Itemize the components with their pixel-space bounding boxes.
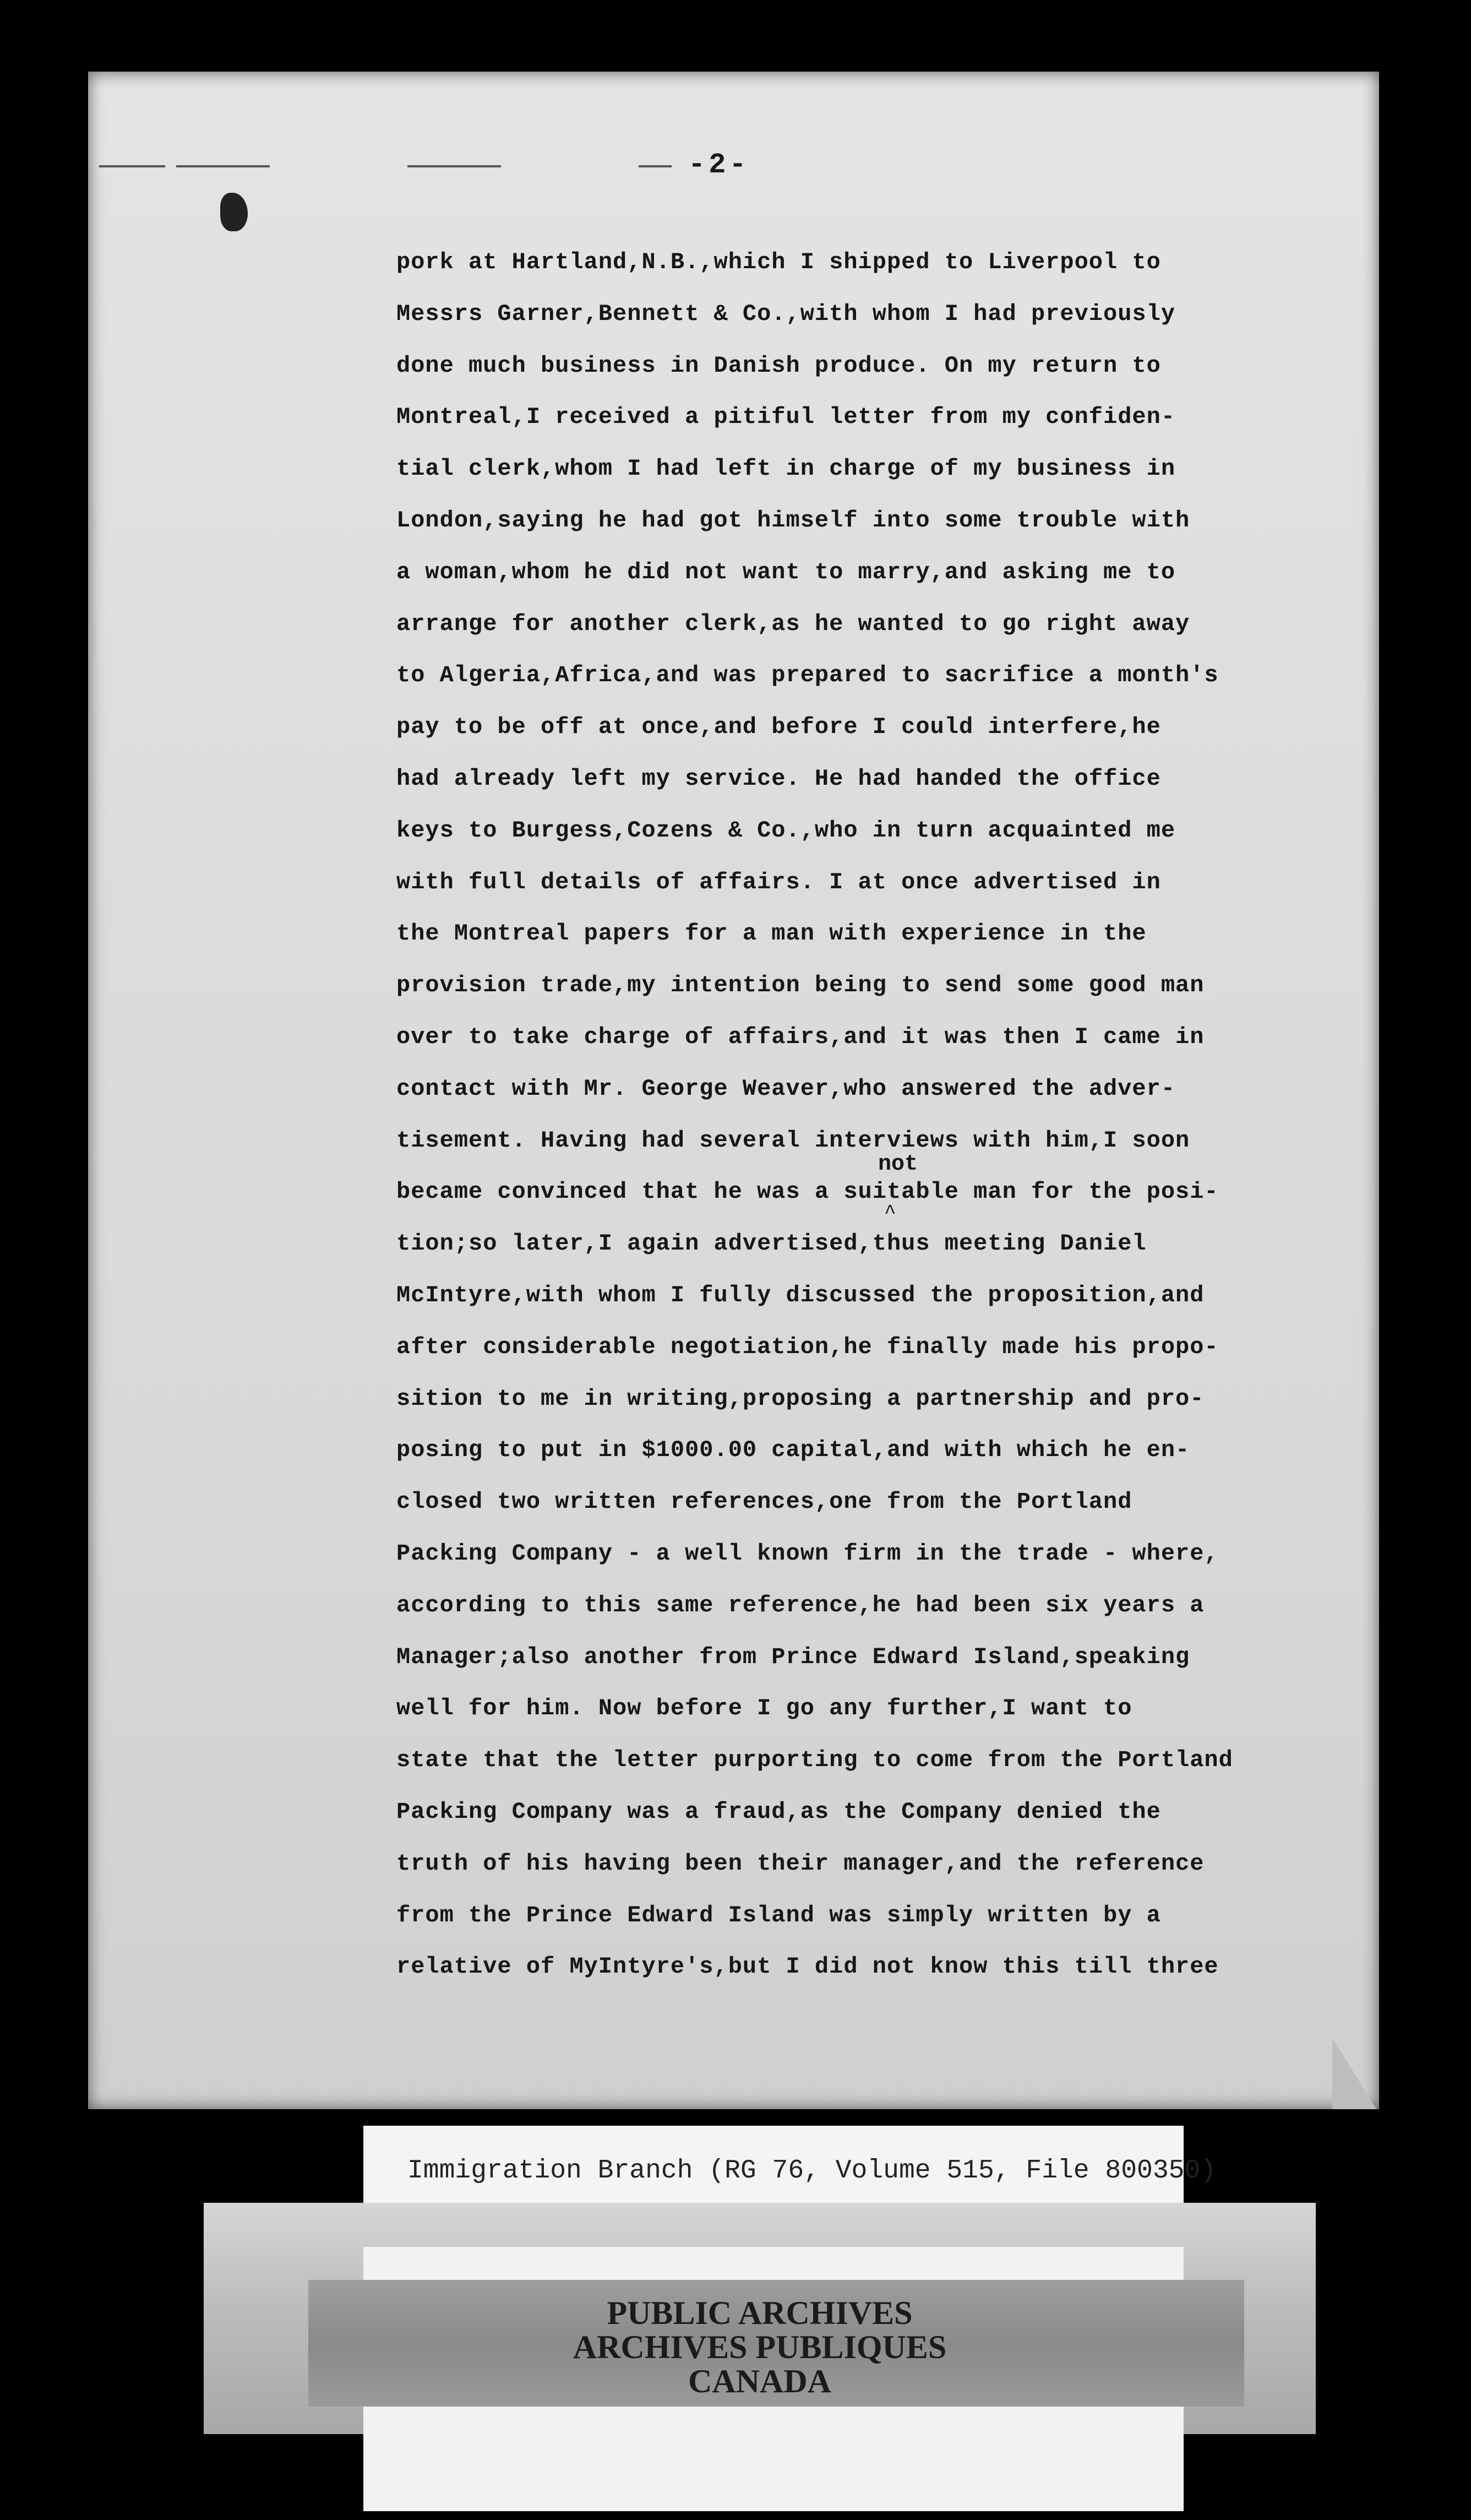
text-line: Montreal,I received a pitiful letter from my confiden- [396, 404, 1176, 431]
text-line: relative of MyIntyre's,but I did not know this till three [396, 1953, 1219, 1980]
page-number: -2- [688, 149, 750, 181]
text-line: tion;so later,I again advertised,thus meeting Daniel [396, 1230, 1147, 1257]
text-line: with full details of affairs. I at once advertised in [396, 868, 1161, 895]
text-line: had already left my service. He had handed the office [396, 765, 1161, 792]
stamp-line: ARCHIVES PUBLIQUES [573, 2329, 947, 2365]
text-line: after considerable negotiation,he finally made his propo- [396, 1333, 1219, 1360]
text-line: sition to me in writing,proposing a partnership and pro- [396, 1385, 1205, 1412]
letter-body [396, 237, 1332, 1993]
text-line: London,saying he had got himself into some trouble with [396, 507, 1190, 534]
text-line: according to this same reference,he had been six years a [396, 1592, 1205, 1619]
header-rule-left-2 [176, 165, 270, 167]
text-line: Manager;also another from Prince Edward Island,speaking [396, 1643, 1190, 1670]
header-rule-mid [407, 165, 501, 167]
text-line: McIntyre,with whom I fully discussed the proposition,and [396, 1281, 1205, 1308]
text-line: pay to be off at once,and before I could interfere,he [396, 714, 1161, 741]
text-line: closed two written references,one from the Portland [396, 1489, 1132, 1516]
text-line: pork at Hartland,N.B.,which I shipped to Liverpool to [396, 249, 1161, 275]
text-line: over to take charge of affairs,and it was then I came in [396, 1023, 1205, 1050]
archive-caption-text: Immigration Branch (RG 76, Volume 515, File 800350) [407, 2156, 1217, 2186]
text-line: truth of his having been their manager,and the reference [396, 1850, 1205, 1877]
text-line: a woman,whom he did not want to marry,and asking me to [396, 558, 1176, 585]
text-line: posing to put in $1000.00 capital,and with which he en- [396, 1437, 1190, 1464]
text-line: became convinced that he was a suitable man for the posi- [396, 1178, 1219, 1205]
text-line: tisement. Having had several interviews with him,I soon [396, 1127, 1190, 1154]
text-line: to Algeria,Africa,and was prepared to sacrifice a month's [396, 662, 1219, 689]
text-line: the Montreal papers for a man with experience in the [396, 920, 1147, 947]
interlinear-insert: not [878, 1152, 918, 1177]
text-line: Packing Company - a well known firm in the trade - where, [396, 1540, 1219, 1567]
text-line: state that the letter purporting to come from the Portland [396, 1747, 1233, 1774]
text-line: keys to Burgess,Cozens & Co.,who in turn acquainted me [396, 817, 1176, 844]
archive-stamp [484, 2296, 1035, 2399]
text-line: well for him. Now before I go any further,I want to [396, 1695, 1132, 1722]
text-line: Packing Company was a fraud,as the Company denied the [396, 1798, 1161, 1825]
stamp-line: PUBLIC ARCHIVES [607, 2295, 913, 2331]
text-line: done much business in Danish produce. On my return to [396, 352, 1161, 379]
text-line: arrange for another clerk,as he wanted to go right away [396, 610, 1190, 637]
text-line: tial clerk,whom I had left in charge of my business in [396, 455, 1176, 482]
header-rule-left [99, 165, 165, 167]
stamp-line: CANADA [688, 2363, 831, 2399]
text-line: provision trade,my intention being to send some good man [396, 972, 1205, 999]
insertion-caret: ^ [884, 1202, 896, 1224]
page-fold-corner [1332, 2038, 1376, 2109]
text-line: from the Prince Edward Island was simply written by a [396, 1902, 1161, 1929]
text-line: contact with Mr. George Weaver,who answered the adver- [396, 1075, 1176, 1102]
text-line: Messrs Garner,Bennett & Co.,with whom I had previously [396, 300, 1176, 327]
header-rule-right [639, 165, 672, 167]
